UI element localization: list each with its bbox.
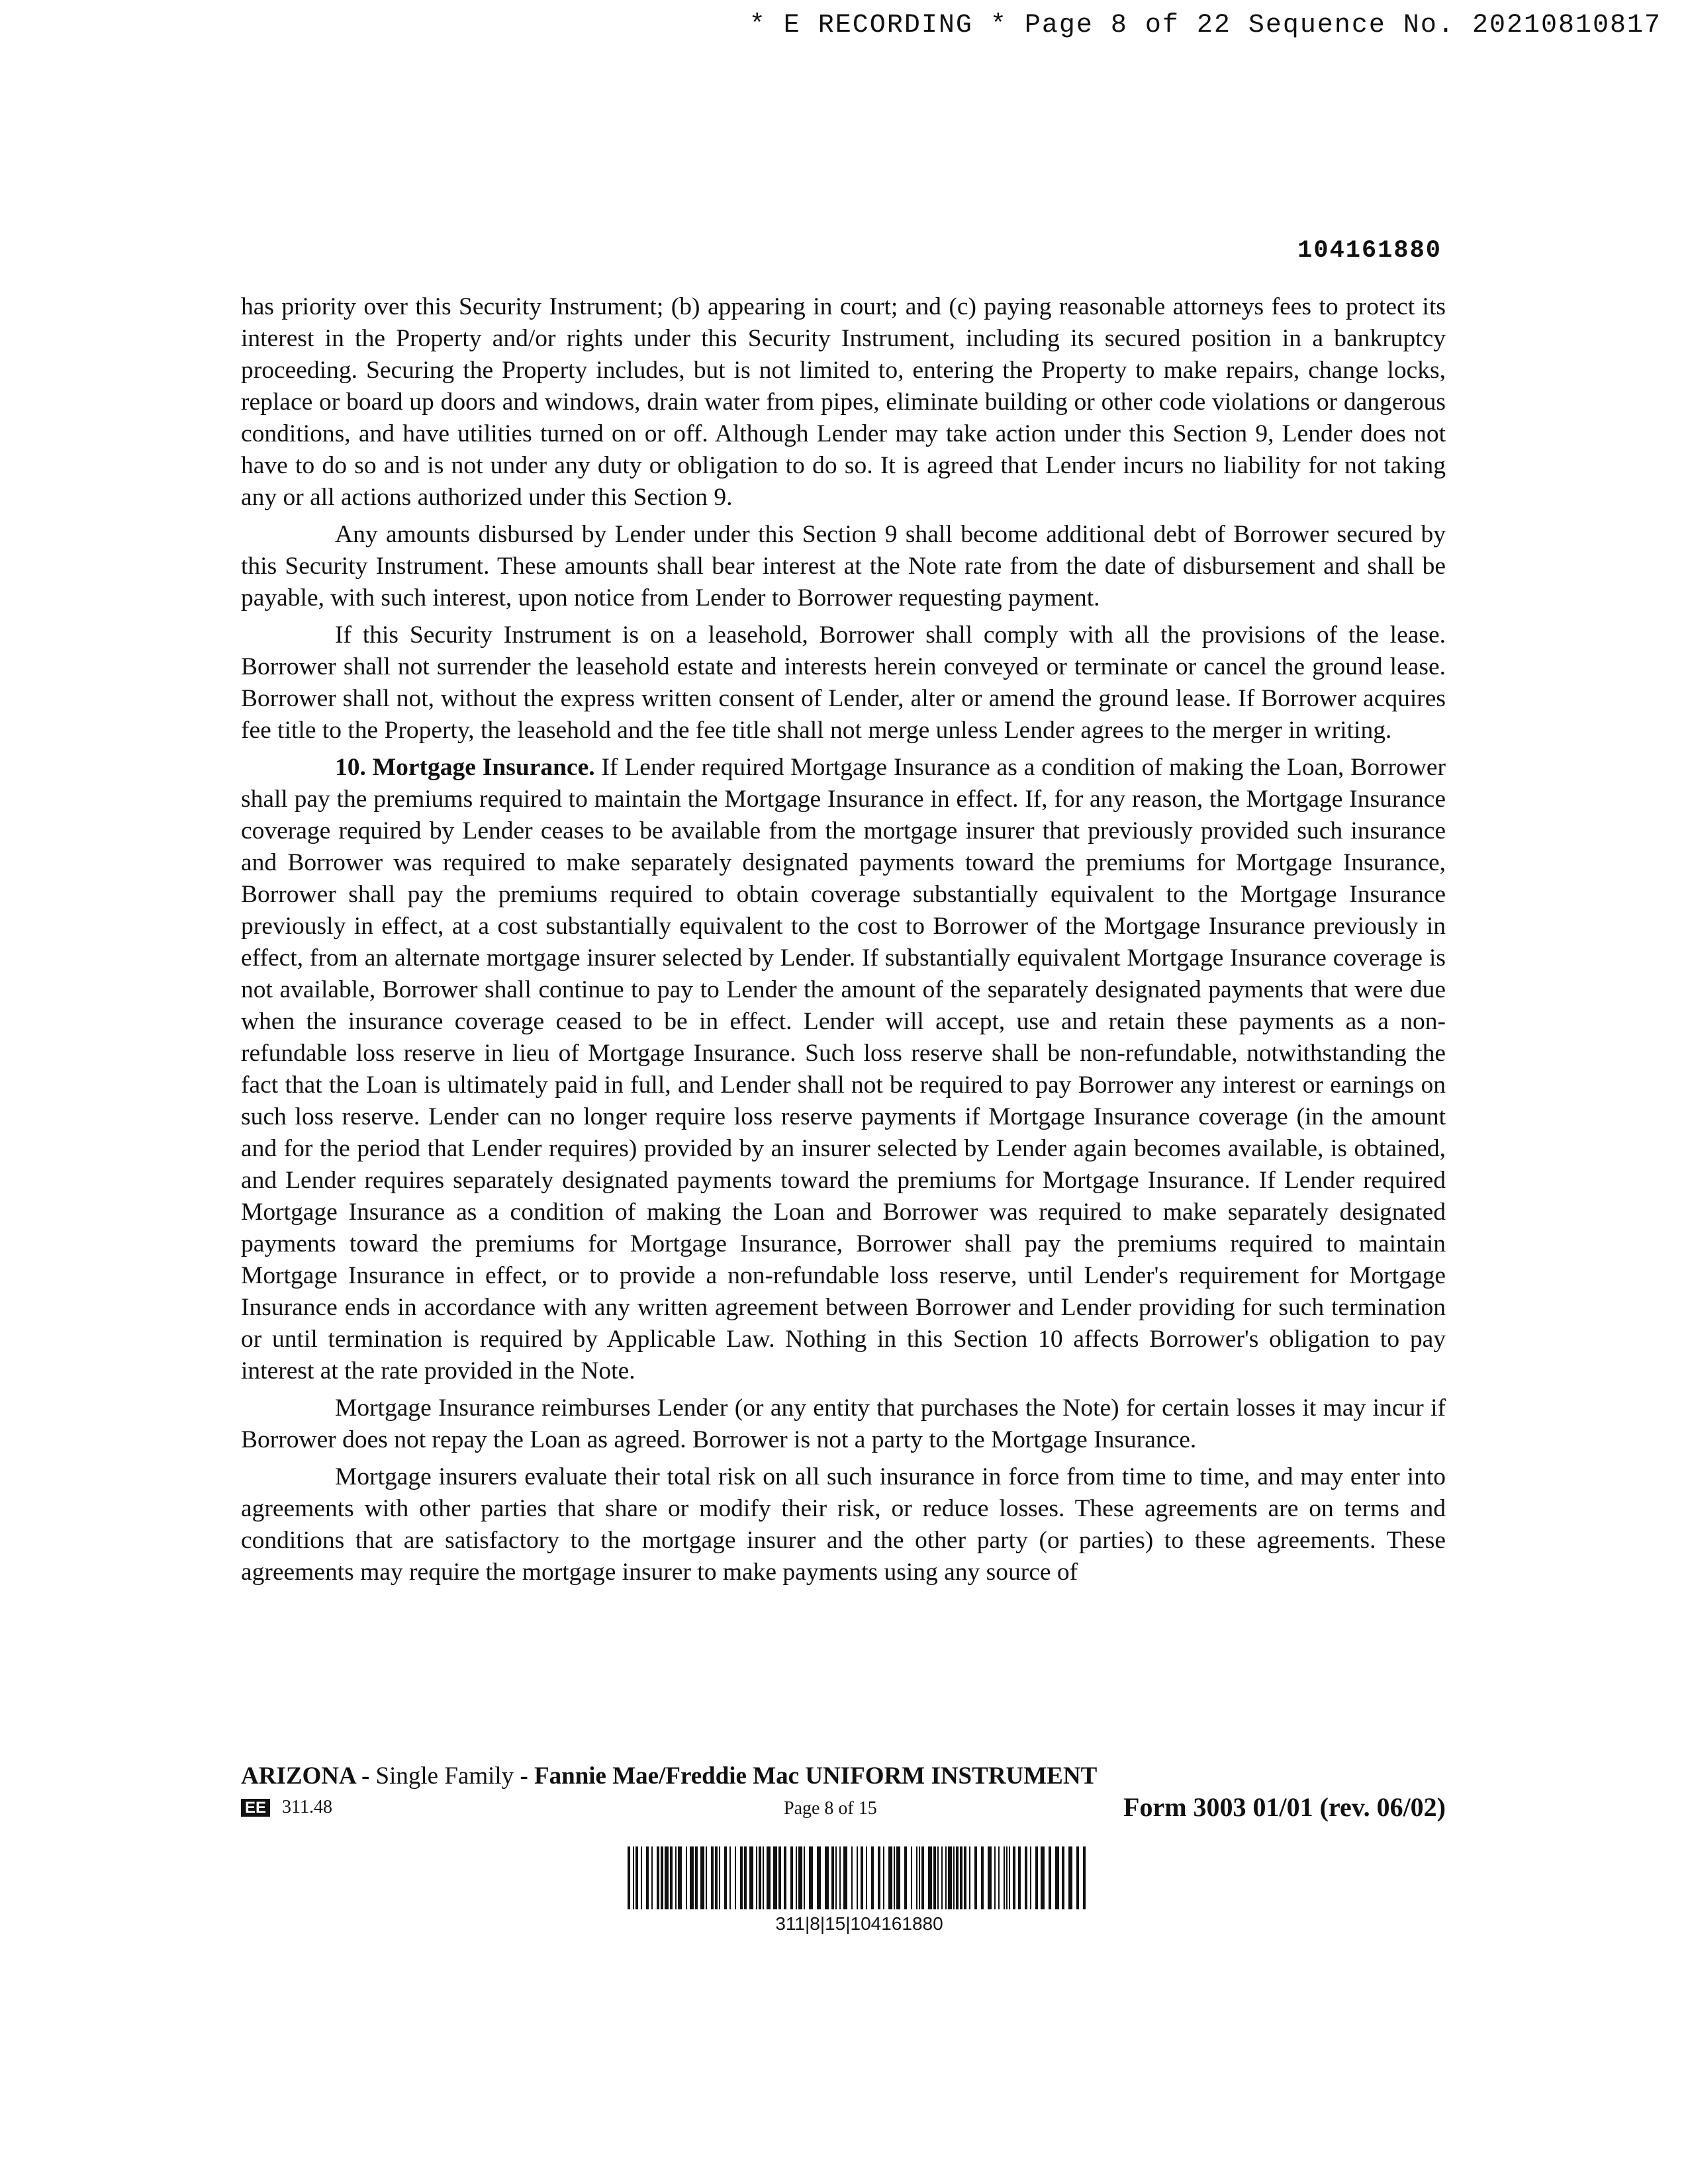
form-number: Form 3003 01/01 (rev. 06/02) xyxy=(1123,1792,1446,1822)
form-code xyxy=(241,1797,332,1818)
barcode-bar xyxy=(1013,1846,1015,1909)
barcode-bar xyxy=(646,1846,649,1909)
barcode-bar xyxy=(831,1846,834,1909)
barcode-bar xyxy=(994,1846,996,1909)
barcode-bar xyxy=(784,1846,786,1909)
barcode-bar xyxy=(635,1846,638,1909)
barcode-bar xyxy=(798,1846,802,1909)
barcode-bar xyxy=(715,1846,718,1909)
barcode-bar xyxy=(981,1846,984,1909)
barcode-bar xyxy=(921,1846,924,1909)
form-footer xyxy=(241,1762,1446,1823)
barcode-bar xyxy=(861,1846,863,1909)
barcode-bar xyxy=(749,1846,753,1909)
paragraph-leasehold: If this Security Instrument is on a leasehold, Borrower shall comply with all the provisions of the lease. Borrower shall not surrender the leasehold estate and interests herein conveyed or terminate or cancel the ground lease. Borrower shall not, without the express written consent of Lender, alter or amend the ground lease. If Borrower acquires fee title to the Property, the leasehold and the fee title shall not merge unless Lender agrees to the merger in writing. xyxy=(241,621,1446,744)
footer-meta xyxy=(241,1792,1446,1823)
barcode-bar xyxy=(675,1846,677,1909)
barcode-bar xyxy=(657,1846,659,1909)
barcode-bar xyxy=(988,1846,992,1909)
barcode-bar xyxy=(678,1846,682,1909)
barcode-bar xyxy=(839,1846,841,1909)
barcode-bar xyxy=(665,1846,669,1909)
barcode-bar xyxy=(767,1846,771,1909)
barcode-bar xyxy=(711,1846,714,1909)
barcode-bar xyxy=(888,1846,892,1909)
paragraph-reimbursement: Mortgage Insurance reimburses Lender (or any entity that purchases the Note) for certain losses it may incur if Borrower does not repay the Loan as agreed. Borrower is not a party to the Mortgage Insurance. xyxy=(241,1394,1446,1453)
footer-separator: - xyxy=(514,1762,535,1790)
barcode-bar xyxy=(851,1846,853,1909)
barcode-bar xyxy=(937,1846,939,1909)
barcode-bar xyxy=(916,1846,917,1909)
barcode-bar xyxy=(773,1846,777,1909)
barcode-bar xyxy=(735,1846,736,1909)
barcode-bar xyxy=(857,1846,858,1909)
paragraph-insurer-risk: Mortgage insurers evaluate their total risk on all such insurance in force from time to time, and may enter into agreements with other parties that share or modify their risk, or reduce losses. These agreements are on terms and conditions that are satisfactory to the mortgage insurer and the other party (or parties) to these agreements. These agreements may require the mortgage insurer to make payments using any source of xyxy=(241,1463,1446,1586)
barcode-bar xyxy=(706,1846,707,1909)
barcode-bar xyxy=(719,1846,720,1909)
barcode-bar xyxy=(969,1846,970,1909)
barcode-bar xyxy=(894,1846,895,1909)
barcode-bar xyxy=(1041,1846,1045,1909)
barcode-bar xyxy=(700,1846,704,1909)
barcode-bar xyxy=(1004,1846,1005,1909)
footer-instrument: Fannie Mae/Freddie Mac UNIFORM INSTRUMENT xyxy=(534,1762,1098,1790)
barcode-bar xyxy=(641,1846,642,1909)
barcode-bar xyxy=(756,1846,757,1909)
footer-family: Single Family xyxy=(375,1762,514,1790)
barcode-bar xyxy=(866,1846,867,1909)
barcode-bar xyxy=(974,1846,977,1909)
paragraph-section10 xyxy=(241,752,1446,1387)
barcode-bar xyxy=(896,1846,900,1909)
barcode-bar xyxy=(919,1846,920,1909)
footer-title xyxy=(241,1762,1446,1790)
barcode-bar xyxy=(744,1846,747,1909)
barcode-bar xyxy=(1062,1846,1064,1909)
barcode-bar xyxy=(628,1846,630,1909)
barcode-bar xyxy=(933,1846,936,1909)
barcode-bar xyxy=(690,1846,694,1909)
section-10-heading: 10. Mortgage Insurance. xyxy=(335,754,595,781)
barcode-bar xyxy=(670,1846,673,1909)
barcode-bar xyxy=(804,1846,805,1909)
recording-stamp: * E RECORDING * Page 8 of 22 Sequence No. 20210810817 xyxy=(749,11,1662,40)
barcode-bar xyxy=(998,1846,1000,1909)
barcode-bar xyxy=(960,1846,962,1909)
barcode-bar xyxy=(1009,1846,1010,1909)
barcode-bar xyxy=(686,1846,687,1909)
barcode-bar xyxy=(1083,1846,1086,1909)
barcode-bar xyxy=(945,1846,947,1909)
loan-number: 104161880 xyxy=(1297,237,1442,265)
barcode-bar xyxy=(911,1846,912,1909)
form-code-number: 311.48 xyxy=(282,1797,332,1817)
barcode-bar xyxy=(871,1846,874,1909)
barcode-bar xyxy=(661,1846,663,1909)
barcode-bar xyxy=(956,1846,959,1909)
barcode-bar xyxy=(740,1846,743,1909)
barcode-bar xyxy=(843,1846,847,1909)
barcode-bar xyxy=(1055,1846,1059,1909)
barcode-bar xyxy=(1035,1846,1038,1909)
barcode-block xyxy=(628,1846,1091,1934)
barcode-bar xyxy=(796,1846,797,1909)
barcode-bar xyxy=(724,1846,727,1909)
page-indicator: Page 8 of 15 xyxy=(784,1798,877,1819)
barcode-text: 311|8|15|104161880 xyxy=(775,1913,943,1934)
form-logo-icon: EE xyxy=(241,1799,270,1817)
barcode-bar xyxy=(778,1846,781,1909)
barcode-icon xyxy=(628,1846,1091,1909)
barcode-bar xyxy=(729,1846,731,1909)
paragraph-disbursed-amounts: Any amounts disbursed by Lender under this Section 9 shall become additional debt of Borrower secured by this Security Instrument. These amounts shall bear interest at the Note rate from the date of disbursement and shall be payable, with such interest, upon notice from Lender to Borrower requesting payment. xyxy=(241,521,1446,612)
barcode-bar xyxy=(953,1846,955,1909)
barcode-bar xyxy=(651,1846,653,1909)
barcode-bar xyxy=(941,1846,943,1909)
section-10-text: If Lender required Mortgage Insurance as a condition of making the Loan, Borrower shall pay the premiums required to maintain the Mortgage Insurance in effect. If, for any reason, the Mortgage Insurance coverage required by Lender ceases to be available from the mortgage insurer that previously provided such insurance and Borrower was required to make separately designated payments toward the premiums for Mortgage Insurance, Borrower shall pay the premiums required to obtain coverage substantially equivalent to the Mortgage Insurance previously in effect, at a cost substantially equivalent to the cost to Borrower of the Mortgage Insurance previously in effect, from an alternate mortgage insurer selected by Lender. If substantially equivalent Mortgage Insurance coverage is not available, Borrower shall continue to pay to Lender the amount of the separately designated payments that were due when the insurance coverage ceased to be in effect. Lender will accept, use and retain these payments as a non-refundable loss reserve in lieu of Mortgage Insurance. Such loss reserve shall be non-refundable, notwithstanding the fact that the Loan is ultimately paid in full, and Lender shall not be required to pay Borrower any interest or earnings on such loss reserve. Lender can no longer require loss reserve payments if Mortgage Insurance coverage (in the amount and for the period that Lender requires) provided by an insurer selected by Lender again becomes available, is obtained, and Lender requires separately designated payments toward the premiums for Mortgage Insurance. If Lender required Mortgage Insurance as a condition of making the Loan and Borrower was required to make separately designated payments toward the premiums for Mortgage Insurance, Borrower shall pay the premiums required to maintain Mortgage Insurance in effect, or to provide a non-refundable loss reserve, until Lender's requirement for Mortgage Insurance ends in accordance with any written agreement between Borrower and Lender providing for such termination or until termination is required by Applicable Law. Nothing in this Section 10 affects Borrower's obligation to pay interest at the rate provided in the Note. xyxy=(241,754,1446,1385)
document-body xyxy=(241,291,1446,1588)
barcode-bar xyxy=(763,1846,764,1909)
barcode-bar xyxy=(928,1846,932,1909)
barcode-bar xyxy=(817,1846,821,1909)
barcode-bar xyxy=(1068,1846,1072,1909)
barcode-bar xyxy=(904,1846,907,1909)
barcode-bar xyxy=(790,1846,793,1909)
barcode-bar xyxy=(883,1846,884,1909)
barcode-bar xyxy=(964,1846,966,1909)
barcode-bar xyxy=(1018,1846,1021,1909)
barcode-bar xyxy=(878,1846,880,1909)
paragraph-section9-continued: has priority over this Security Instrument; (b) appearing in court; and (c) paying reasonable attorneys fees to protect its interest in the Property and/or rights under this Security Instrument, including its secured position in a bankruptcy proceeding. Securing the Property includes, but is not limited to, entering the Property to make repairs, change locks, replace or board up doors and windows, drain water from pipes, eliminate building or other code violations or dangerous conditions, and have utilities turned on or off. Although Lender may take action under this Section 9, Lender does not have to do so and is not under any duty or obligation to do so. It is agreed that Lender incurs no liability for not taking any or all actions authorized under this Section 9. xyxy=(241,293,1446,511)
footer-separator: - xyxy=(355,1762,376,1790)
barcode-bar xyxy=(948,1846,952,1909)
barcode-bar xyxy=(695,1846,698,1909)
barcode-bar xyxy=(1049,1846,1051,1909)
barcode-bar xyxy=(825,1846,829,1909)
barcode-bar xyxy=(835,1846,837,1909)
barcode-bar xyxy=(1025,1846,1027,1909)
footer-state: ARIZONA xyxy=(241,1762,355,1790)
barcode-bar xyxy=(759,1846,761,1909)
barcode-bar xyxy=(633,1846,634,1909)
barcode-bar xyxy=(1030,1846,1031,1909)
barcode-bar xyxy=(1076,1846,1079,1909)
barcode-bar xyxy=(809,1846,813,1909)
barcode-bar xyxy=(1006,1846,1008,1909)
